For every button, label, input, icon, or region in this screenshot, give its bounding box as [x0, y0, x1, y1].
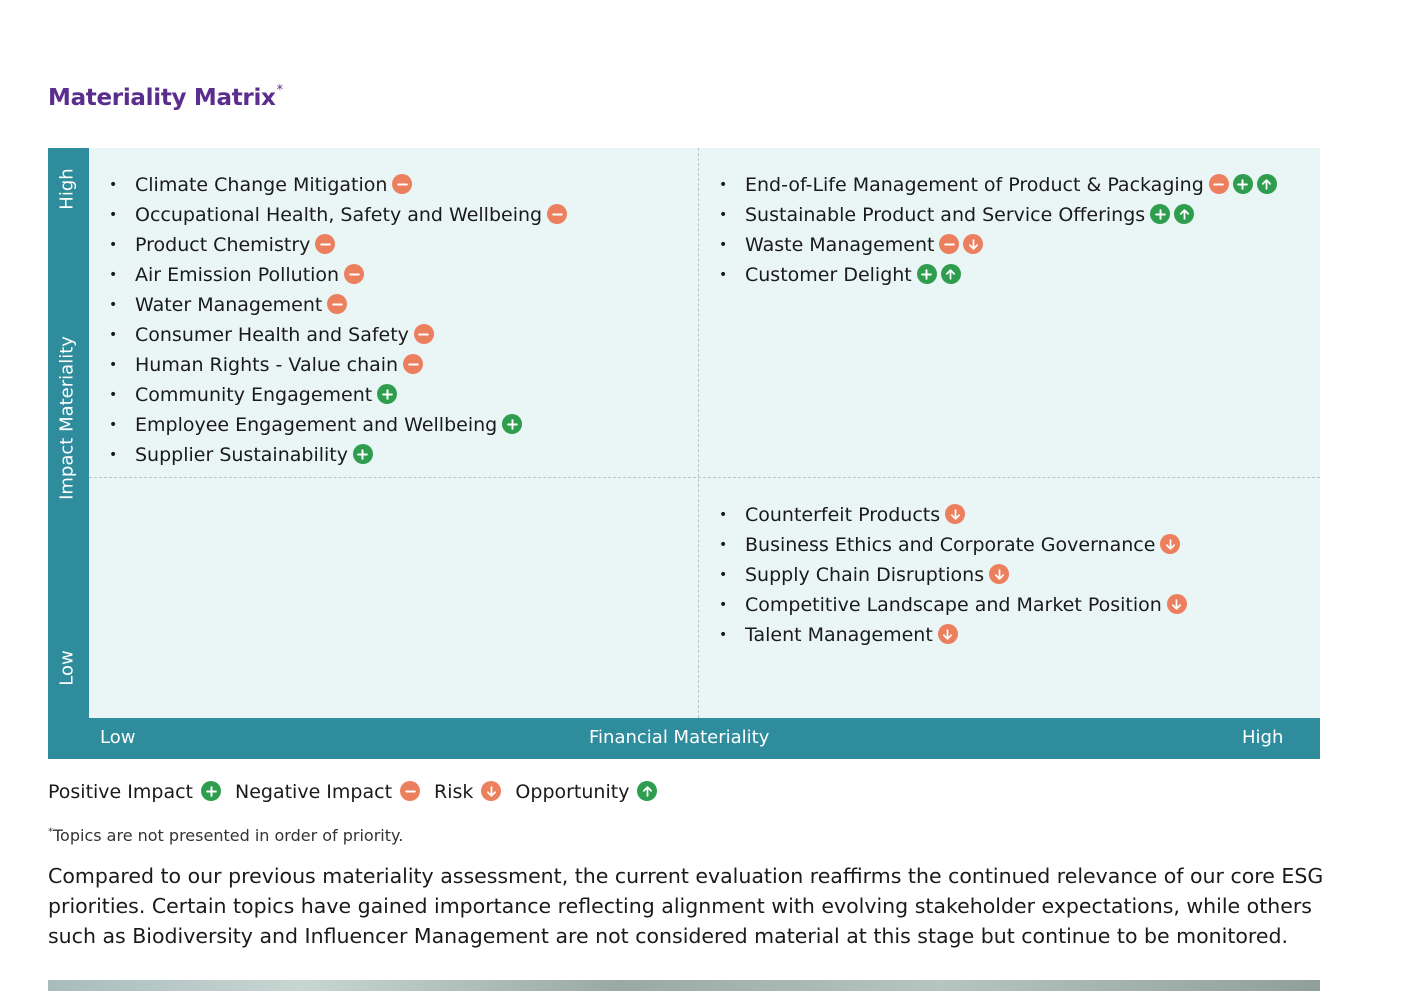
legend-item	[48, 781, 221, 803]
bullet: •	[109, 447, 118, 463]
topic-item	[109, 170, 567, 200]
title-text: Materiality Matrix	[48, 85, 276, 111]
arrow-up-icon	[1174, 204, 1194, 224]
minus-icon	[403, 354, 423, 374]
topic-label: Supply Chain Disruptions	[745, 564, 985, 586]
minus-icon	[414, 324, 434, 344]
topic-label: Business Ethics and Corporate Governance	[745, 534, 1156, 556]
topic-item	[109, 350, 567, 380]
y-axis-title: Impact Materiality	[56, 336, 78, 500]
bullet: •	[719, 267, 728, 283]
minus-icon	[315, 234, 335, 254]
bullet: •	[719, 537, 728, 553]
topic-label: Supplier Sustainability	[135, 444, 348, 466]
legend-item	[515, 781, 657, 803]
arrow-down-icon	[938, 624, 958, 644]
legend-item	[235, 781, 420, 803]
topic-label: Competitive Landscape and Market Position	[745, 594, 1162, 616]
topic-item	[719, 620, 1187, 650]
arrow-down-icon	[1160, 534, 1180, 554]
vertical-divider	[698, 148, 699, 718]
plus-icon	[201, 781, 221, 801]
bullet: •	[109, 237, 118, 253]
x-axis-low-label: Low	[100, 727, 136, 748]
summary-paragraph: Compared to our previous materiality assessment, the current evaluation reaffirms the continued relevance of our core ESG priorities. Certain topics have gained importance reflecting alignment with evolving stakeholder expectations, while others such as Biodiversity and Influencer Management are not considered material at this stage but continue to be monitored.	[48, 864, 1324, 948]
topic-label: Consumer Health and Safety	[135, 324, 409, 346]
legend-label: Risk	[434, 781, 474, 803]
y-axis-high-label: High	[56, 168, 78, 210]
bullet: •	[109, 417, 118, 433]
page-title	[48, 85, 283, 111]
topic-label: Talent Management	[745, 624, 933, 646]
x-axis-high-label: High	[1242, 727, 1284, 748]
plus-icon	[1150, 204, 1170, 224]
footnote-text: Topics are not presented in order of priority.	[53, 826, 404, 845]
bullet: •	[109, 357, 118, 373]
matrix-plot-area	[89, 148, 1320, 718]
topic-item	[109, 410, 567, 440]
bullet: •	[109, 207, 118, 223]
plus-icon	[502, 414, 522, 434]
photo-strip	[48, 980, 1320, 991]
bullet: •	[109, 267, 118, 283]
bullet: •	[109, 177, 118, 193]
bullet: •	[109, 327, 118, 343]
topic-label: Product Chemistry	[135, 234, 311, 256]
arrow-up-icon	[637, 781, 657, 801]
quadrant-high-impact-low-financial	[109, 170, 567, 470]
minus-icon	[327, 294, 347, 314]
footnote	[48, 826, 403, 845]
y-axis-band	[48, 148, 89, 718]
legend-label: Positive Impact	[48, 781, 193, 803]
title-footnote-marker: *	[276, 83, 283, 99]
x-axis-title: Financial Materiality	[589, 727, 770, 748]
topic-item	[719, 530, 1187, 560]
plus-icon	[917, 264, 937, 284]
topic-item	[109, 200, 567, 230]
legend	[48, 781, 671, 803]
topic-item	[109, 440, 567, 470]
topic-label: Employee Engagement and Wellbeing	[135, 414, 498, 436]
topic-label: Community Engagement	[135, 384, 373, 406]
minus-icon	[344, 264, 364, 284]
topic-item	[719, 500, 1187, 530]
topic-label: Waste Management	[745, 234, 935, 256]
arrow-up-icon	[941, 264, 961, 284]
topic-label: Climate Change Mitigation	[135, 174, 388, 196]
topic-item	[719, 200, 1277, 230]
minus-icon	[547, 204, 567, 224]
materiality-matrix	[48, 148, 1320, 759]
bullet: •	[719, 177, 728, 193]
topic-item	[109, 230, 567, 260]
footnote-marker: *	[48, 826, 53, 838]
topic-item	[719, 170, 1277, 200]
topic-item	[109, 260, 567, 290]
minus-icon	[1209, 174, 1229, 194]
bullet: •	[719, 207, 728, 223]
quadrant-low-impact-high-financial	[719, 500, 1187, 650]
minus-icon	[400, 781, 420, 801]
arrow-down-icon	[989, 564, 1009, 584]
topic-item	[719, 260, 1277, 290]
topic-item	[109, 320, 567, 350]
bullet: •	[719, 507, 728, 523]
topic-label: Water Management	[135, 294, 323, 316]
bullet: •	[719, 627, 728, 643]
minus-icon	[392, 174, 412, 194]
topic-label: Customer Delight	[745, 264, 912, 286]
topic-label: Sustainable Product and Service Offerings	[745, 204, 1146, 226]
topic-item	[109, 290, 567, 320]
topic-item	[719, 230, 1277, 260]
legend-label: Negative Impact	[235, 781, 393, 803]
bullet: •	[719, 597, 728, 613]
topic-label: End-of-Life Management of Product & Packaging	[745, 174, 1204, 196]
topic-label: Occupational Health, Safety and Wellbeing	[135, 204, 543, 226]
arrow-down-icon	[945, 504, 965, 524]
topic-label: Counterfeit Products	[745, 504, 941, 526]
arrow-up-icon	[1257, 174, 1277, 194]
topic-item	[719, 590, 1187, 620]
plus-icon	[377, 384, 397, 404]
minus-icon	[939, 234, 959, 254]
legend-label: Opportunity	[515, 781, 630, 803]
plus-icon	[1233, 174, 1253, 194]
plus-icon	[353, 444, 373, 464]
arrow-down-icon	[481, 781, 501, 801]
bullet: •	[109, 297, 118, 313]
topic-label: Air Emission Pollution	[135, 264, 340, 286]
bullet: •	[719, 567, 728, 583]
bullet: •	[719, 237, 728, 253]
legend-item	[434, 781, 501, 803]
horizontal-divider	[89, 477, 1320, 478]
topic-item	[109, 380, 567, 410]
arrow-down-icon	[1167, 594, 1187, 614]
arrow-down-icon	[963, 234, 983, 254]
bullet: •	[109, 387, 118, 403]
quadrant-high-impact-high-financial	[719, 170, 1277, 290]
topic-item	[719, 560, 1187, 590]
y-axis-low-label: Low	[56, 650, 78, 686]
x-axis-band	[48, 718, 1320, 759]
topic-label: Human Rights - Value chain	[135, 354, 399, 376]
